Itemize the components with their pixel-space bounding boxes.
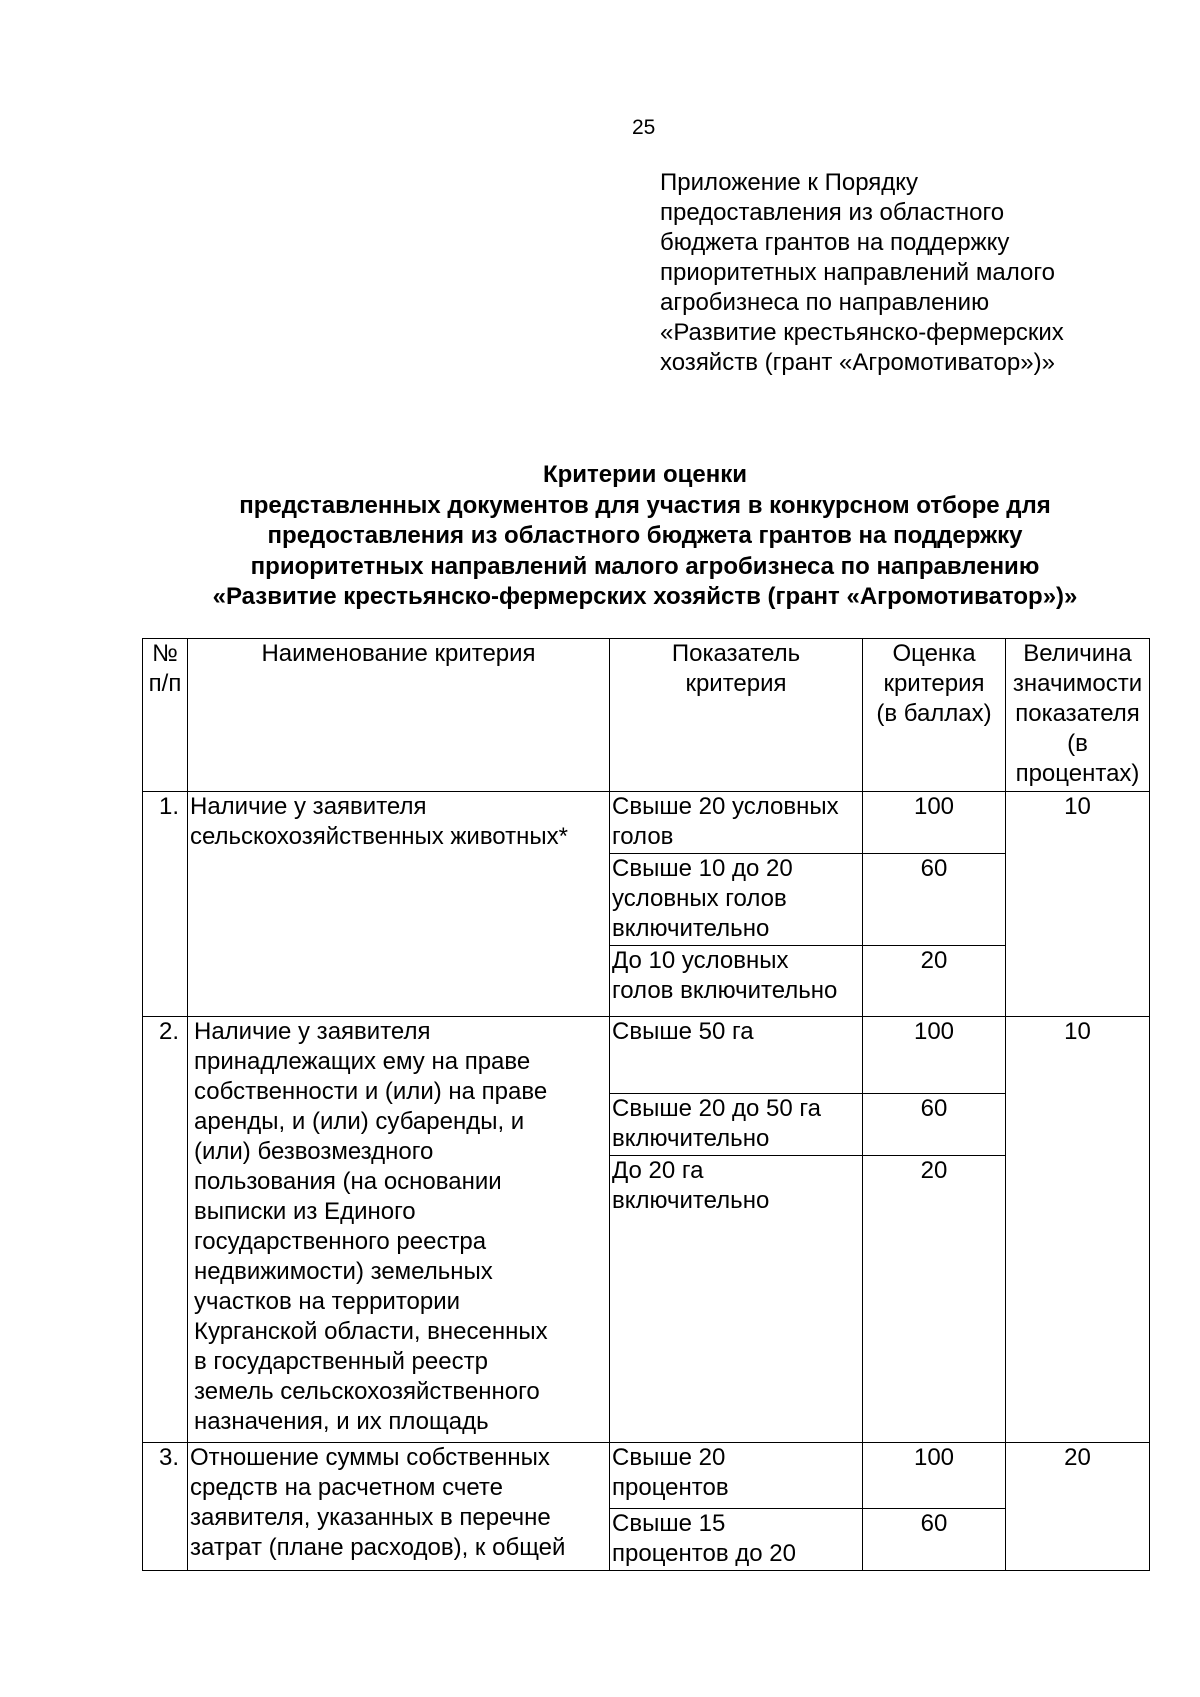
indicator-cell: Свыше 20 до 50 га включительно (610, 1094, 863, 1156)
title-line: приоритетных направлений малого агробизнеса по направлению (250, 552, 1040, 580)
table-row (143, 792, 1150, 854)
criterion-name: Отношение суммы собственных средств на расчетном счете заявителя, указанных в перечне затрат (плане расходов), к общей (188, 1443, 610, 1571)
header-num: № п/п (143, 639, 188, 792)
indicator-cell: До 20 га включительно (610, 1156, 863, 1443)
score-cell: 100 (863, 792, 1006, 854)
score-cell: 20 (863, 1156, 1006, 1443)
criteria-table (142, 638, 1150, 1571)
appendix-note (660, 168, 1140, 378)
header-indicator: Показатель критерия (610, 639, 863, 792)
header-name: Наименование критерия (188, 639, 610, 792)
title-line: «Развитие крестьянско-фермерских хозяйств (грант «Агромотиватор»)» (212, 583, 1078, 610)
score-cell: 20 (863, 946, 1006, 1017)
indicator-cell: Свыше 50 га (610, 1017, 863, 1094)
row-number: 3. (143, 1443, 188, 1571)
appendix-line: «Развитие крестьянско-фермерских (660, 319, 1064, 346)
header-weight: Величина значимости показателя (в процентах) (1006, 639, 1150, 792)
indicator-cell: Свыше 10 до 20 условных голов включительно (610, 854, 863, 946)
appendix-line: приоритетных направлений малого (660, 259, 1055, 286)
weight-cell: 10 (1006, 1017, 1150, 1443)
header-row (143, 639, 1150, 792)
score-cell: 100 (863, 1443, 1006, 1509)
page-number: 25 (632, 116, 656, 139)
weight-cell: 10 (1006, 792, 1150, 1017)
indicator-cell: Свыше 20 процентов (610, 1443, 863, 1509)
criterion-name: Наличие у заявителя принадлежащих ему на праве собственности и (или) на праве аренды, и (или) субаренды, и (или) безвозмездного пользования (на основании выписки из Единого государственного реестра недвижимости) земельных участков на территории Курганской области, внесенных в государственный реестр земель сельскохозяйственного назначения, и их площадь (188, 1017, 610, 1443)
table-row (143, 1017, 1150, 1094)
appendix-line: Приложение к Порядку (660, 169, 919, 196)
appendix-line: хозяйств (грант «Агромотиватор»)» (660, 349, 1055, 376)
score-cell: 60 (863, 1094, 1006, 1156)
appendix-line: агробизнеса по направлению (660, 289, 990, 316)
title-line: предоставления из областного бюджета грантов на поддержку (267, 522, 1023, 549)
score-cell: 100 (863, 1017, 1006, 1094)
appendix-line: бюджета грантов на поддержку (660, 229, 1010, 256)
score-cell: 60 (863, 854, 1006, 946)
appendix-line: предоставления из областного (660, 199, 1005, 226)
indicator-cell: Свыше 15 процентов до 20 (610, 1509, 863, 1571)
row-number: 1. (143, 792, 188, 1017)
score-cell: 60 (863, 1509, 1006, 1571)
table-row (143, 1443, 1150, 1509)
weight-cell: 20 (1006, 1443, 1150, 1571)
title-line: Критерии оценки (542, 461, 748, 488)
document-title (130, 460, 1160, 613)
row-number: 2. (143, 1017, 188, 1443)
header-score: Оценка критерия (в баллах) (863, 639, 1006, 792)
indicator-cell: До 10 условных голов включительно (610, 946, 863, 1017)
indicator-cell: Свыше 20 условных голов (610, 792, 863, 854)
criterion-name: Наличие у заявителя сельскохозяйственных животных* (188, 792, 610, 1017)
title-line: представленных документов для участия в конкурсном отборе для (239, 491, 1051, 519)
